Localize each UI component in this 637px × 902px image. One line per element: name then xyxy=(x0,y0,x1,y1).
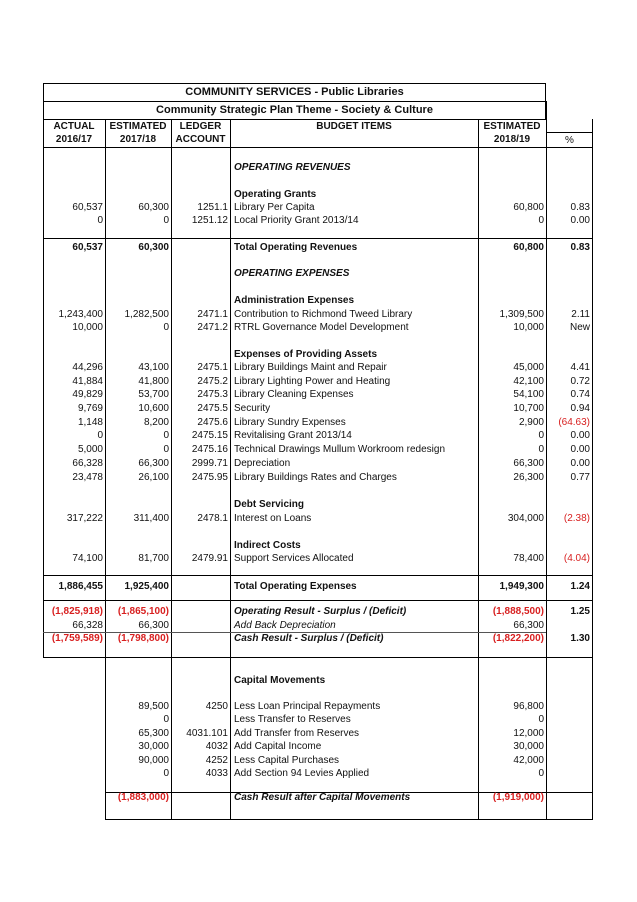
actual-2016-17-cell: 60,537 xyxy=(72,202,103,213)
budget-item-label: Operating Grants xyxy=(234,189,317,200)
actual-2016-17-cell: 1,243,400 xyxy=(58,309,103,320)
actual-2016-17-cell: 0 xyxy=(97,430,103,441)
estimated-2017-18-cell: 0 xyxy=(163,714,169,725)
percent-change-cell: 1.25 xyxy=(570,606,590,617)
ledger-account-cell: 2475.3 xyxy=(197,389,228,400)
actual-2016-17-cell: 66,328 xyxy=(72,458,103,469)
estimated-2018-19-cell: 66,300 xyxy=(513,620,544,631)
budget-item-label: Library Buildings Rates and Charges xyxy=(234,472,397,483)
percent-change-cell: 0.83 xyxy=(570,202,590,213)
percent-change-cell: 0.83 xyxy=(570,242,590,253)
estimated-2017-18-cell: 41,800 xyxy=(138,376,169,387)
estimated-2017-18-cell: 1,925,400 xyxy=(124,581,169,592)
estimated-2018-19-cell: 60,800 xyxy=(513,202,544,213)
estimated-2018-19-cell: 10,700 xyxy=(513,403,544,414)
ledger-account-cell: 2475.2 xyxy=(197,376,228,387)
ledger-account-cell: 4032 xyxy=(205,741,228,752)
ledger-account-cell: 2475.16 xyxy=(191,444,228,455)
ledger-account-cell: 2478.1 xyxy=(197,513,228,524)
budget-item-label: Operating Result - Surplus / (Deficit) xyxy=(234,606,407,617)
budget-item-label: Depreciation xyxy=(234,458,291,469)
ledger-account-cell: 2471.1 xyxy=(197,309,228,320)
estimated-2018-19-cell: 0 xyxy=(538,215,544,226)
percent-change-cell: 0.77 xyxy=(570,472,590,483)
estimated-2017-18-cell: 8,200 xyxy=(143,417,169,428)
estimated-2017-18-cell: 1,282,500 xyxy=(124,309,169,320)
estimated-2017-18-cell: 26,100 xyxy=(138,472,169,483)
budget-item-label: Less Capital Purchases xyxy=(234,755,340,766)
percent-change-cell: 0.72 xyxy=(570,376,590,387)
ledger-account-cell: 2475.5 xyxy=(197,403,228,414)
budget-item-label: Total Operating Revenues xyxy=(234,242,358,253)
percent-change-cell: 0.00 xyxy=(570,430,590,441)
col-header-estimated: ESTIMATED xyxy=(109,121,167,132)
actual-2016-17-cell: 0 xyxy=(97,215,103,226)
percent-change-cell: 0.00 xyxy=(570,444,590,455)
estimated-2017-18-cell: 311,400 xyxy=(133,513,169,524)
estimated-2018-19-cell: (1,888,500) xyxy=(492,606,544,617)
ledger-account-cell: 2475.1 xyxy=(197,362,228,373)
estimated-2017-18-cell: (1,798,800) xyxy=(117,633,169,644)
budget-item-label: RTRL Governance Model Development xyxy=(234,322,409,333)
estimated-2017-18-cell: 65,300 xyxy=(138,728,169,739)
col-header-percent: % xyxy=(565,135,574,146)
budget-item-label: Add Capital Income xyxy=(234,741,322,752)
plan-theme: Community Strategic Plan Theme - Society & Culture xyxy=(156,104,433,116)
estimated-2017-18-cell: 0 xyxy=(163,430,169,441)
col-header-estimated-year: 2017/18 xyxy=(119,134,157,145)
budget-item-label: Technical Drawings Mullum Workroom redesign xyxy=(234,444,446,455)
estimated-2017-18-cell: 0 xyxy=(163,215,169,226)
budget-item-label: Support Services Allocated xyxy=(234,553,354,564)
ledger-account-cell: 4031.101 xyxy=(186,728,228,739)
budget-item-label: Library Buildings Maint and Repair xyxy=(234,362,387,373)
col-header-estimated-2-year: 2018/19 xyxy=(493,134,531,145)
estimated-2018-19-cell: 30,000 xyxy=(513,741,544,752)
estimated-2017-18-cell: 10,600 xyxy=(138,403,169,414)
ledger-account-cell: 2475.6 xyxy=(197,417,228,428)
budget-item-label: Local Priority Grant 2013/14 xyxy=(234,215,359,226)
budget-item-label: Interest on Loans xyxy=(234,513,312,524)
percent-change-cell: 2.11 xyxy=(571,309,590,320)
budget-item-label: Library Sundry Expenses xyxy=(234,417,346,428)
budget-item-label: Library Cleaning Expenses xyxy=(234,389,354,400)
budget-item-label: Revitalising Grant 2013/14 xyxy=(234,430,352,441)
actual-2016-17-cell: 1,148 xyxy=(77,417,103,428)
percent-change-cell: 1.30 xyxy=(570,633,590,644)
budget-item-label: Library Lighting Power and Heating xyxy=(234,376,391,387)
budget-item-label: Add Section 94 Levies Applied xyxy=(234,768,370,779)
ledger-account-cell: 4252 xyxy=(205,755,228,766)
estimated-2017-18-cell: 90,000 xyxy=(138,755,169,766)
estimated-2018-19-cell: 66,300 xyxy=(513,458,544,469)
estimated-2018-19-cell: 1,309,500 xyxy=(499,309,544,320)
percent-change-cell: 0.74 xyxy=(570,389,590,400)
actual-2016-17-cell: (1,759,589) xyxy=(51,633,103,644)
estimated-2017-18-cell: 89,500 xyxy=(138,701,169,712)
estimated-2018-19-cell: 304,000 xyxy=(507,513,544,524)
estimated-2018-19-cell: (1,822,200) xyxy=(492,633,544,644)
actual-2016-17-cell: 60,537 xyxy=(72,242,103,253)
budget-item-label: Capital Movements xyxy=(234,675,326,686)
col-header-actual-year: 2016/17 xyxy=(55,134,93,145)
actual-2016-17-cell: 66,328 xyxy=(72,620,103,631)
percent-change-cell: 0.00 xyxy=(570,215,590,226)
percent-change-cell: 1.24 xyxy=(570,581,590,592)
estimated-2017-18-cell: (1,865,100) xyxy=(117,606,169,617)
ledger-account-cell: 2471.2 xyxy=(197,322,228,333)
estimated-2017-18-cell: 0 xyxy=(163,768,169,779)
budget-item-label: Debt Servicing xyxy=(234,499,305,510)
budget-item-label: Less Transfer to Reserves xyxy=(234,714,351,725)
actual-2016-17-cell: 23,478 xyxy=(72,472,103,483)
actual-2016-17-cell: 5,000 xyxy=(77,444,103,455)
estimated-2018-19-cell: 78,400 xyxy=(513,553,544,564)
budget-item-label: Contribution to Richmond Tweed Library xyxy=(234,309,413,320)
actual-2016-17-cell: 317,222 xyxy=(66,513,103,524)
estimated-2018-19-cell: 0 xyxy=(538,430,544,441)
actual-2016-17-cell: 74,100 xyxy=(72,553,103,564)
percent-change-cell: 0.00 xyxy=(570,458,590,469)
ledger-account-cell: 1251.12 xyxy=(191,215,228,226)
actual-2016-17-cell: 44,296 xyxy=(72,362,103,373)
budget-item-label: Administration Expenses xyxy=(234,295,355,306)
estimated-2018-19-cell: 2,900 xyxy=(518,417,544,428)
actual-2016-17-cell: 41,884 xyxy=(72,376,103,387)
estimated-2018-19-cell: 0 xyxy=(538,444,544,455)
percent-change-cell: (4.04) xyxy=(563,553,590,564)
estimated-2017-18-cell: (1,883,000) xyxy=(117,792,169,803)
ledger-account-cell: 4033 xyxy=(205,768,228,779)
col-header-account: ACCOUNT xyxy=(175,134,226,145)
estimated-2017-18-cell: 81,700 xyxy=(138,553,169,564)
actual-2016-17-cell: 1,886,455 xyxy=(58,581,103,592)
budget-item-label: Indirect Costs xyxy=(234,540,301,551)
budget-item-label: Add Transfer from Reserves xyxy=(234,728,360,739)
ledger-account-cell: 2999.71 xyxy=(191,458,228,469)
estimated-2017-18-cell: 66,300 xyxy=(138,620,169,631)
col-header-ledger: LEDGER xyxy=(179,121,222,132)
ledger-account-cell: 2475.95 xyxy=(191,472,228,483)
estimated-2018-19-cell: 42,000 xyxy=(513,755,544,766)
actual-2016-17-cell: 49,829 xyxy=(72,389,103,400)
estimated-2018-19-cell: 54,100 xyxy=(513,389,544,400)
ledger-account-cell: 1251.1 xyxy=(197,202,228,213)
actual-2016-17-cell: (1,825,918) xyxy=(51,606,103,617)
actual-2016-17-cell: 10,000 xyxy=(72,322,103,333)
estimated-2017-18-cell: 60,300 xyxy=(138,242,169,253)
estimated-2018-19-cell: 0 xyxy=(538,714,544,725)
budget-item-label: Cash Result - Surplus / (Deficit) xyxy=(234,633,384,644)
estimated-2018-19-cell: 45,000 xyxy=(513,362,544,373)
budget-item-label: Cash Result after Capital Movements xyxy=(234,792,411,803)
ledger-account-cell: 4250 xyxy=(205,701,228,712)
budget-item-label: OPERATING REVENUES xyxy=(234,162,351,173)
estimated-2018-19-cell: 10,000 xyxy=(513,322,544,333)
ledger-account-cell: 2475.15 xyxy=(191,430,228,441)
estimated-2017-18-cell: 0 xyxy=(163,444,169,455)
budget-item-label: Total Operating Expenses xyxy=(234,581,357,592)
budget-item-label: Library Per Capita xyxy=(234,202,315,213)
estimated-2017-18-cell: 53,700 xyxy=(138,389,169,400)
estimated-2017-18-cell: 60,300 xyxy=(138,202,169,213)
col-header-budget-items: BUDGET ITEMS xyxy=(316,121,392,132)
estimated-2018-19-cell: 96,800 xyxy=(513,701,544,712)
percent-change-cell: (2.38) xyxy=(563,513,590,524)
budget-item-label: Add Back Depreciation xyxy=(234,620,336,631)
actual-2016-17-cell: 9,769 xyxy=(77,403,103,414)
estimated-2018-19-cell: 60,800 xyxy=(513,242,544,253)
estimated-2018-19-cell: (1,919,000) xyxy=(492,792,544,803)
estimated-2017-18-cell: 0 xyxy=(163,322,169,333)
estimated-2018-19-cell: 12,000 xyxy=(513,728,544,739)
budget-item-label: OPERATING EXPENSES xyxy=(234,268,350,279)
estimated-2017-18-cell: 43,100 xyxy=(138,362,169,373)
estimated-2018-19-cell: 1,949,300 xyxy=(499,581,544,592)
estimated-2017-18-cell: 30,000 xyxy=(138,741,169,752)
estimated-2018-19-cell: 26,300 xyxy=(513,472,544,483)
ledger-account-cell: 2479.91 xyxy=(191,553,228,564)
percent-change-cell: (64.63) xyxy=(558,417,590,428)
estimated-2017-18-cell: 66,300 xyxy=(138,458,169,469)
budget-item-label: Less Loan Principal Repayments xyxy=(234,701,381,712)
page-title: COMMUNITY SERVICES - Public Libraries xyxy=(185,86,404,98)
estimated-2018-19-cell: 42,100 xyxy=(513,376,544,387)
estimated-2018-19-cell: 0 xyxy=(538,768,544,779)
percent-change-cell: 0.94 xyxy=(570,403,590,414)
col-header-actual: ACTUAL xyxy=(53,121,95,132)
budget-item-label: Expenses of Providing Assets xyxy=(234,349,378,360)
col-header-estimated-2: ESTIMATED xyxy=(483,121,541,132)
budget-item-label: Security xyxy=(234,403,271,414)
percent-change-cell: New xyxy=(569,322,590,333)
percent-change-cell: 4.41 xyxy=(570,362,590,373)
